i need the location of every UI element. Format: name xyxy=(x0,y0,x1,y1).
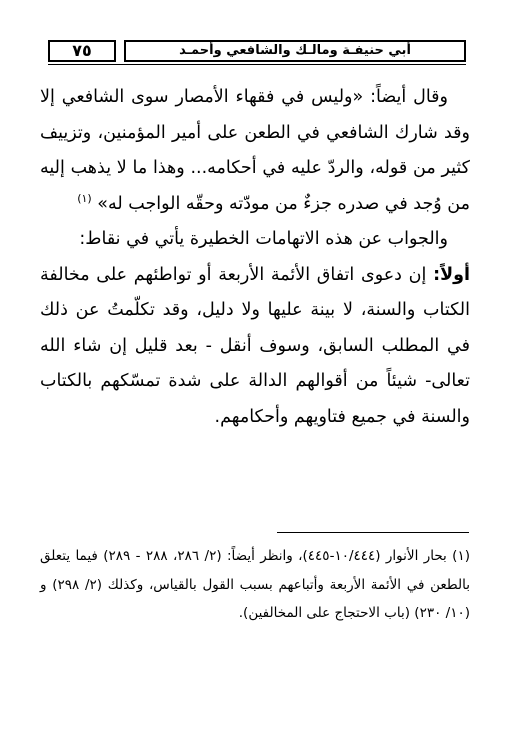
running-title: أبي حنيفـة ومالـك والشافعي وأحمـد xyxy=(124,40,466,62)
footnote-ref: (١) xyxy=(77,191,92,205)
main-text xyxy=(40,80,470,435)
paragraph-answer-intro: والجواب عن هذه الاتهامات الخطيرة يأتي في نقاط: xyxy=(79,229,448,249)
footnote: (١) بحار الأنوار (١٠/٤٤٤-٤٤٥)، وانظر أيضاً: (٢/ ٢٨٦، ٢٨٨ - ٢٨٩) فيما يتعلق بالطعن في الأئمة الأربعة وأتباعهم بسبب القول بالقياس، وكذلك (٢/ ٢٩٨) و (١٠/ ٢٣٠) (باب الاحتجاج على المخالفين). xyxy=(40,548,470,621)
point-one-lead: أولاً: xyxy=(433,264,470,285)
page-number: ٧٥ xyxy=(48,40,116,62)
paragraph-point-one xyxy=(40,258,470,436)
paragraph-quote xyxy=(40,80,470,222)
point-one-text: إن دعوى اتفاق الأئمة الأربعة أو تواطئهم على مخالفة الكتاب والسنة، لا بينة عليها ولا دليل، وقد تكلّمتُ عن ذلك في المطلب السابق، وسوف أنقل - بعد قليل إن شاء الله تعالى- شيئاً من أقوالهم الدالة على شدة تمسّكهم بالكتاب والسنة في جميع فتاويهم وأحكامهم. xyxy=(40,264,470,427)
header-rule xyxy=(48,64,466,65)
footnote-rule xyxy=(277,532,469,533)
page-header xyxy=(48,40,466,66)
quote-text: وقال أيضاً: «وليس في فقهاء الأمصار سوى الشافعي إلا وقد شارك الشافعي في الطعن على أمير المؤمنين، وتزييف كثير من قوله، والردّ عليه في أحكامه... وهذا ما لا يذهب إليه من وُجد في صدره جزءٌ من مودّته وحقّه الواجب له» xyxy=(40,87,470,214)
